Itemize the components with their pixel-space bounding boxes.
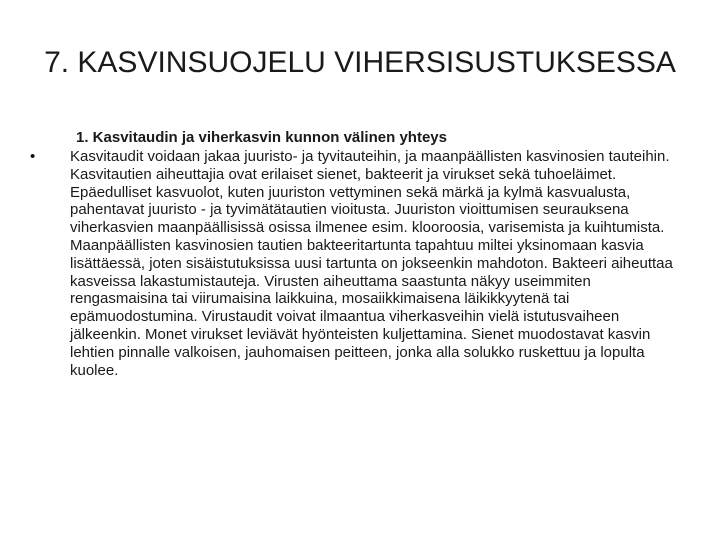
bullet-paragraph: Kasvitaudit voidaan jakaa juuristo- ja tyvitauteihin, ja maanpäällisten kasvinosien tauteihin. Kasvitautien aiheuttajia ovat erilaiset sienet, bakteerit ja virukset sekä tuhoeläimet. Epäedulliset kasvuolot, kuten juuriston vettyminen sekä märkä ja kylmä kasvualusta, pahentavat juuristo - ja tyvimätätautien vioitusta. Juuriston vioittumisen seurauksena viherkasvien maanpäällisissä osissa ilmenee esim. klooroosia, varisemista ja kuihtumista. Maanpäällisten kasvinosien tautien bakteeritartunta tapahtuu miltei yksinomaan kasvia lisättäessä, joten sisäistutuksissa uusi tartunta on jokseenkin mahdoton. Bakteeri aiheuttaa kasveissa lakastumistauteja. Virusten aiheuttama saastunta näkyy useimmiten rengasmaisina tai viirumaisina laikkuina, mosaiikkimaisena läikikkyytenä tai epämuodostumina. Virustaudit voivat ilmaantua viherkasveihin vielä istutusvaiheen jälkeenkin. Monet virukset leviävät hyönteisten kuljettamina. Sienet muodostavat kasvin lehtien pinnalle valkoisen, jauhomaisen peitteen, jonka alla solukko ruskettuu ja lopulta kuolee. — [70, 148, 673, 379]
bullet-item — [30, 148, 690, 379]
bullet-icon: • — [30, 148, 36, 165]
subheading: 1. Kasvitaudin ja viherkasvin kunnon välinen yhteys — [76, 129, 447, 146]
slide-title: 7. KASVINSUOJELU VIHERSISUSTUKSESSA — [44, 46, 676, 79]
slide-content — [30, 128, 690, 379]
